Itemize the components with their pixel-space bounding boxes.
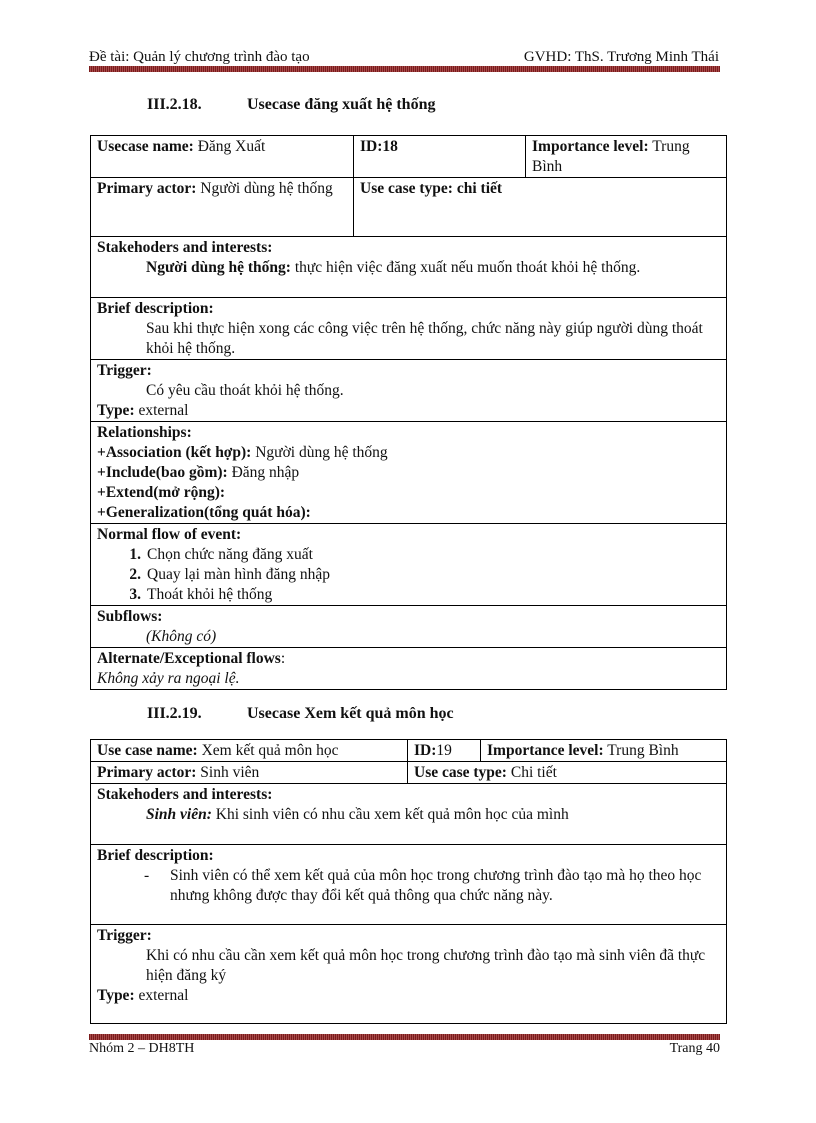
header-advisor: GVHD: ThS. Trương Minh Thái bbox=[523, 49, 719, 65]
flow-step: 3. Thoát khỏi hệ thống bbox=[129, 586, 273, 603]
usecase-type-cell: Use case type: chi tiết bbox=[354, 178, 727, 237]
usecase-table-18 bbox=[90, 135, 727, 690]
brief-description-cell: Brief description: - Sinh viên có thể xem kết quả của môn học trong chương trình đào tạo mà họ theo học nhưng không được thay đổi kết quả thông qua chức năng này. bbox=[91, 845, 727, 925]
section-heading-18 bbox=[147, 96, 435, 114]
section-number: III.2.19. bbox=[147, 705, 202, 722]
page-number: Trang 40 bbox=[669, 1041, 720, 1056]
section-number: III.2.18. bbox=[147, 96, 202, 113]
stakeholders-cell: Stakehoders and interests: Người dùng hệ thống: thực hiện việc đăng xuất nếu muốn thoát khỏi hệ thống. bbox=[91, 237, 727, 298]
usecase-table-19 bbox=[90, 739, 727, 1024]
flow-step: 1. Chọn chức năng đăng xuất bbox=[129, 546, 313, 563]
stakeholders-cell: Stakehoders and interests: Sinh viên: Khi sinh viên có nhu cầu xem kết quả môn học của mình bbox=[91, 784, 727, 845]
normal-flow-cell: Normal flow of event: 1. Chọn chức năng đăng xuất 2. Quay lại màn hình đăng nhập 3. Thoát khỏi hệ thống bbox=[91, 524, 727, 606]
header-rule bbox=[89, 66, 720, 72]
usecase-type-cell: Use case type: Chi tiết bbox=[408, 762, 727, 784]
footer-rule bbox=[89, 1034, 720, 1040]
alternate-flows-cell: Alternate/Exceptional flows: Không xảy ra ngoại lệ. bbox=[91, 648, 727, 690]
primary-actor-cell: Primary actor: Người dùng hệ thống bbox=[91, 178, 354, 237]
page-footer bbox=[89, 1041, 720, 1057]
brief-description-cell: Brief description: Sau khi thực hiện xong các công việc trên hệ thống, chức năng này giúp người dùng thoát khỏi hệ thống. bbox=[91, 298, 727, 360]
subflows-cell: Subflows: (Không có) bbox=[91, 606, 727, 648]
relationships-cell: Relationships: +Association (kết hợp): Người dùng hệ thống +Include(bao gồm): Đăng nhập +Extend(mở rộng): +Generalization(tổng quát hóa): bbox=[91, 422, 727, 524]
trigger-cell: Trigger: Khi có nhu cầu cần xem kết quả môn học trong chương trình đào tạo mà sinh viên đã thực hiện đăng ký Type: external bbox=[91, 925, 727, 1024]
section-title: Usecase Xem kết quả môn học bbox=[247, 705, 454, 722]
usecase-name-cell: Usecase name: Đăng Xuất bbox=[91, 136, 354, 178]
footer-group: Nhóm 2 – DH8TH bbox=[89, 1041, 195, 1056]
header-topic: Đề tài: Quản lý chương trình đào tạo bbox=[89, 49, 310, 65]
flow-step: 2. Quay lại màn hình đăng nhập bbox=[129, 566, 330, 583]
trigger-cell: Trigger: Có yêu cầu thoát khỏi hệ thống. Type: external bbox=[91, 360, 727, 422]
importance-cell: Importance level: Trung Bình bbox=[526, 136, 727, 178]
usecase-id-cell: ID:18 bbox=[354, 136, 526, 178]
usecase-id-cell: ID:19 bbox=[408, 740, 481, 762]
primary-actor-cell: Primary actor: Sinh viên bbox=[91, 762, 408, 784]
section-heading-19 bbox=[147, 705, 454, 723]
section-title: Usecase đăng xuất hệ thống bbox=[247, 96, 436, 113]
importance-cell: Importance level: Trung Bình bbox=[481, 740, 727, 762]
page-header bbox=[89, 46, 719, 66]
usecase-name-cell: Use case name: Xem kết quả môn học bbox=[91, 740, 408, 762]
